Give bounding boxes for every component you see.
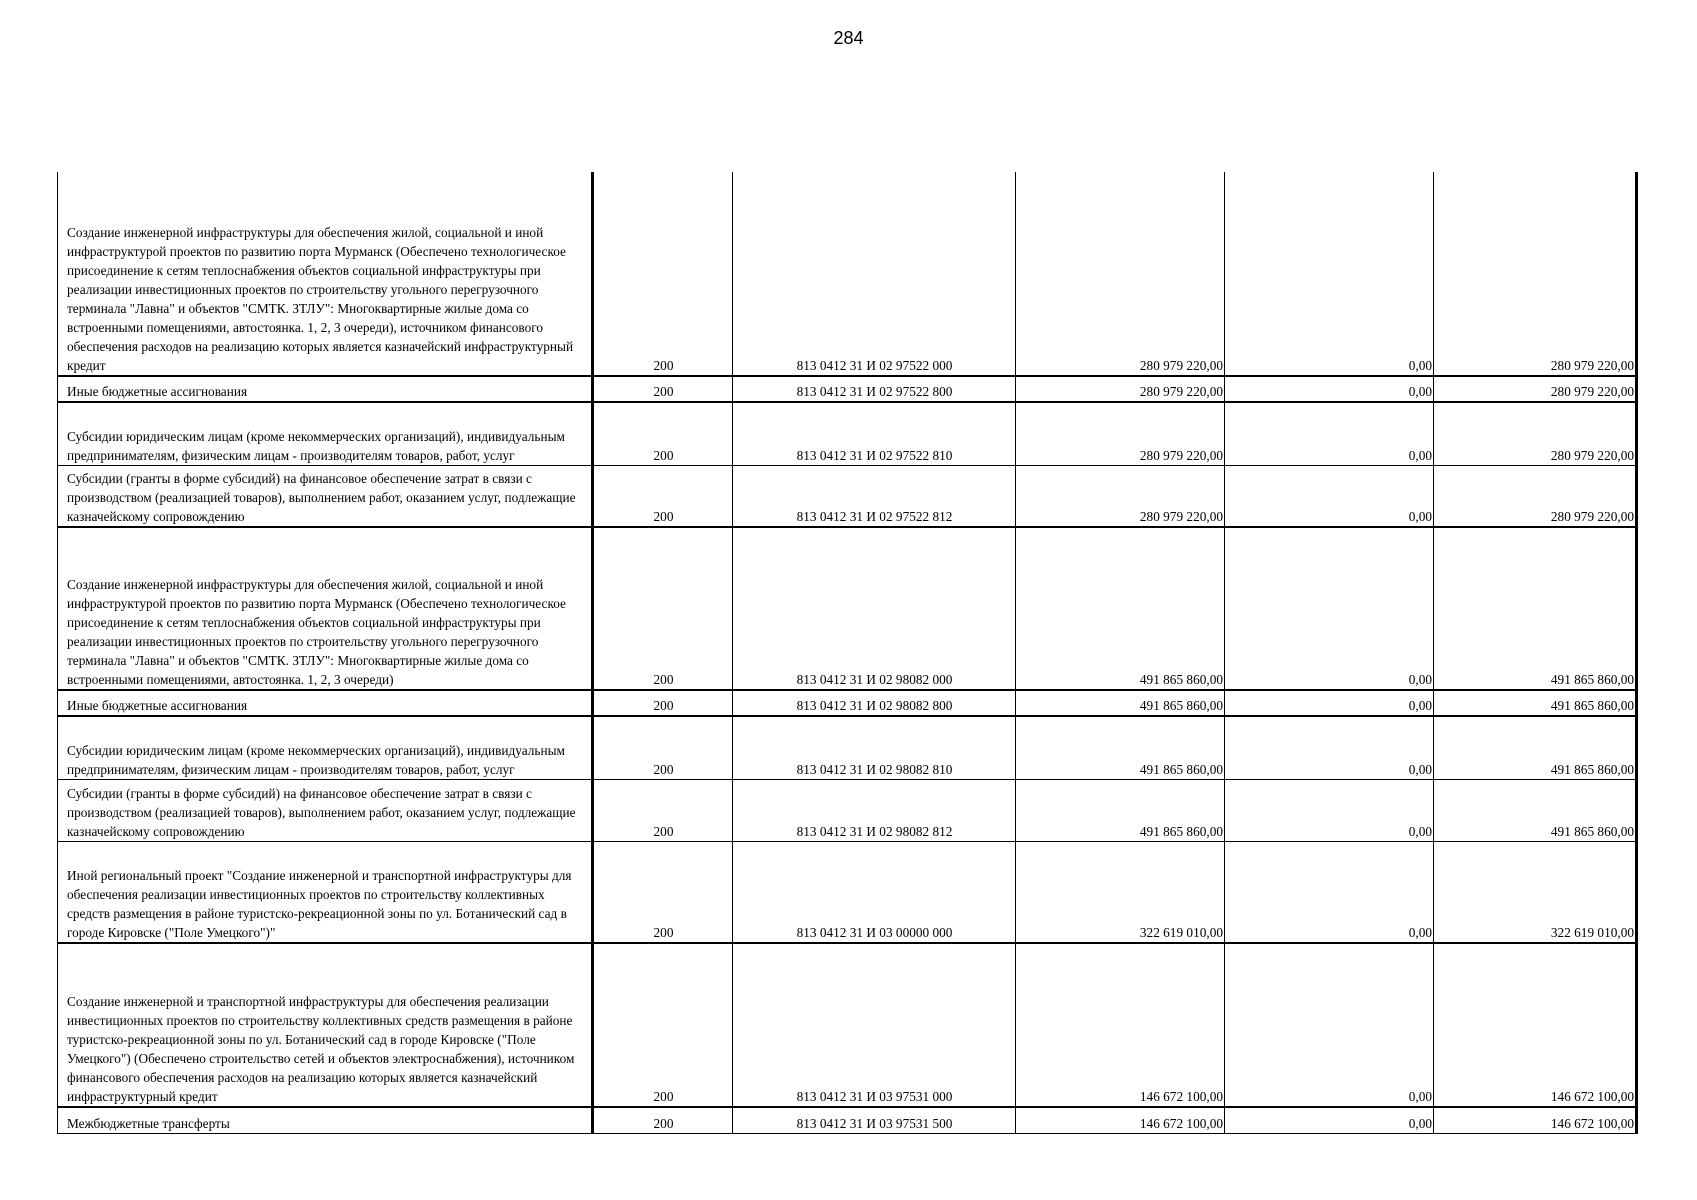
row-code: 200 — [593, 716, 733, 779]
row-name-cell — [58, 943, 593, 1107]
row-name-cell — [58, 172, 593, 376]
budget-table — [57, 172, 1638, 1134]
row-amount-1: 280 979 220,00 — [1016, 402, 1225, 465]
row-amount-3: 280 979 220,00 — [1434, 402, 1637, 465]
row-name: Субсидии (гранты в форме субсидий) на финансовое обеспечение затрат в связи с производством (реализацией товаров), выполнением работ, оказанием услуг, подлежащие казначейскому сопровождению — [67, 471, 576, 524]
row-code: 200 — [593, 465, 733, 527]
row-code: 200 — [593, 172, 733, 376]
table-row — [58, 841, 1637, 943]
row-amount-2: 0,00 — [1225, 376, 1434, 402]
row-amount-3: 491 865 860,00 — [1434, 779, 1637, 841]
table-row — [58, 465, 1637, 527]
row-amount-1: 322 619 010,00 — [1016, 841, 1225, 943]
row-name-cell — [58, 376, 593, 402]
table-row — [58, 1107, 1637, 1133]
row-csr: 813 0412 31 И 02 97522 810 — [733, 402, 1016, 465]
row-amount-2: 0,00 — [1225, 1107, 1434, 1133]
row-name: Субсидии юридическим лицам (кроме некоммерческих организаций), индивидуальным предпринимателям, физическим лицам - производителям товаров, работ, услуг — [67, 428, 565, 463]
row-amount-1: 491 865 860,00 — [1016, 527, 1225, 690]
row-amount-3: 146 672 100,00 — [1434, 943, 1637, 1107]
row-amount-1: 491 865 860,00 — [1016, 779, 1225, 841]
row-name: Создание инженерной и транспортной инфраструктуры для обеспечения реализации инвестиционных проектов по строительству коллективных средств размещения в районе туристско-рекреационной зоны по ул. Ботанический сад в городе Кировске ("Поле Умецкого") (Обеспечено строительство сетей и объектов электроснабжения), источником финансового обеспечения расходов на реализацию которых является казначейский инфраструктурный кредит — [67, 994, 575, 1104]
row-amount-2: 0,00 — [1225, 841, 1434, 943]
row-name-cell — [58, 716, 593, 779]
row-csr: 813 0412 31 И 02 97522 800 — [733, 376, 1016, 402]
row-name: Субсидии (гранты в форме субсидий) на финансовое обеспечение затрат в связи с производством (реализацией товаров), выполнением работ, оказанием услуг, подлежащие казначейскому сопровождению — [67, 785, 576, 839]
row-code: 200 — [593, 943, 733, 1107]
row-name-cell — [58, 779, 593, 841]
row-csr: 813 0412 31 И 03 00000 000 — [733, 841, 1016, 943]
row-amount-1: 146 672 100,00 — [1016, 1107, 1225, 1133]
row-code: 200 — [593, 1107, 733, 1133]
row-name: Субсидии юридическим лицам (кроме некоммерческих организаций), индивидуальным предпринимателям, физическим лицам - производителям товаров, работ, услуг — [67, 742, 565, 777]
row-amount-2: 0,00 — [1225, 402, 1434, 465]
row-name: Межбюджетные трансферты — [67, 1115, 230, 1131]
row-name-cell — [58, 527, 593, 690]
row-csr: 813 0412 31 И 02 98082 810 — [733, 716, 1016, 779]
row-amount-1: 491 865 860,00 — [1016, 690, 1225, 716]
row-csr: 813 0412 31 И 02 98082 812 — [733, 779, 1016, 841]
row-amount-1: 280 979 220,00 — [1016, 465, 1225, 527]
row-amount-1: 280 979 220,00 — [1016, 172, 1225, 376]
row-csr: 813 0412 31 И 02 97522 812 — [733, 465, 1016, 527]
row-name: Иной региональный проект "Создание инженерной и транспортной инфраструктуры для обеспечения реализации инвестиционных проектов по строительству коллективных средств размещения в районе туристско-рекреационной зоны по ул. Ботанический сад в городе Кировске ("Поле Умецкого")" — [67, 868, 572, 940]
row-code: 200 — [593, 527, 733, 690]
row-csr: 813 0412 31 И 02 98082 800 — [733, 690, 1016, 716]
row-amount-1: 491 865 860,00 — [1016, 716, 1225, 779]
row-code: 200 — [593, 841, 733, 943]
row-name: Иные бюджетные ассигнования — [67, 698, 248, 713]
row-amount-3: 491 865 860,00 — [1434, 716, 1637, 779]
table-row — [58, 716, 1637, 779]
row-name: Создание инженерной инфраструктуры для обеспечения жилой, социальной и иной инфраструктурой проектов по развитию порта Мурманск (Обеспечено технологическое присоединение к сетям теплоснабжения объектов социальной инфраструктуры при реализации инвестиционных проектов по строительству угольного перегрузочного терминала "Лавна" и объектов "СМТК. ЗТЛУ": Многоквартирные жилые дома со встроенными помещениями, автостоянка. 1, 2, 3 очереди), источником финансового обеспечения расходов на реализацию которых является казначейский инфраструктурный кредит — [67, 225, 574, 373]
table-row — [58, 527, 1637, 690]
row-name: Создание инженерной инфраструктуры для обеспечения жилой, социальной и иной инфраструктурой проектов по развитию порта Мурманск (Обеспечено технологическое присоединение к сетям теплоснабжения объектов социальной инфраструктуры при реализации инвестиционных проектов по строительству угольного перегрузочного терминала "Лавна" и объектов "СМТК. ЗТЛУ": Многоквартирные жилые дома со встроенными помещениями, автостоянка. 1, 2, 3 очереди) — [67, 577, 566, 687]
row-name-cell — [58, 841, 593, 943]
row-amount-3: 146 672 100,00 — [1434, 1107, 1637, 1133]
row-amount-2: 0,00 — [1225, 465, 1434, 527]
row-csr: 813 0412 31 И 03 97531 500 — [733, 1107, 1016, 1133]
page-number: 284 — [833, 28, 864, 48]
row-code: 200 — [593, 402, 733, 465]
row-name-cell — [58, 690, 593, 716]
row-code: 200 — [593, 690, 733, 716]
row-amount-3: 491 865 860,00 — [1434, 527, 1637, 690]
row-csr: 813 0412 31 И 02 97522 000 — [733, 172, 1016, 376]
table-row — [58, 376, 1637, 402]
row-name-cell — [58, 402, 593, 465]
row-code: 200 — [593, 376, 733, 402]
row-amount-3: 280 979 220,00 — [1434, 376, 1637, 402]
row-amount-3: 322 619 010,00 — [1434, 841, 1637, 943]
row-amount-1: 280 979 220,00 — [1016, 376, 1225, 402]
row-name-cell — [58, 465, 593, 527]
row-amount-2: 0,00 — [1225, 527, 1434, 690]
row-csr: 813 0412 31 И 03 97531 000 — [733, 943, 1016, 1107]
table-row — [58, 172, 1637, 376]
row-code: 200 — [593, 779, 733, 841]
row-amount-3: 280 979 220,00 — [1434, 172, 1637, 376]
row-amount-1: 146 672 100,00 — [1016, 943, 1225, 1107]
row-amount-3: 491 865 860,00 — [1434, 690, 1637, 716]
row-amount-2: 0,00 — [1225, 172, 1434, 376]
table-row — [58, 690, 1637, 716]
row-amount-2: 0,00 — [1225, 943, 1434, 1107]
row-amount-2: 0,00 — [1225, 779, 1434, 841]
row-amount-2: 0,00 — [1225, 690, 1434, 716]
row-amount-2: 0,00 — [1225, 716, 1434, 779]
row-amount-3: 280 979 220,00 — [1434, 465, 1637, 527]
row-csr: 813 0412 31 И 02 98082 000 — [733, 527, 1016, 690]
row-name: Иные бюджетные ассигнования — [67, 384, 248, 399]
table-row — [58, 943, 1637, 1107]
row-name-cell — [58, 1107, 593, 1133]
table-row — [58, 402, 1637, 465]
table-row — [58, 779, 1637, 841]
